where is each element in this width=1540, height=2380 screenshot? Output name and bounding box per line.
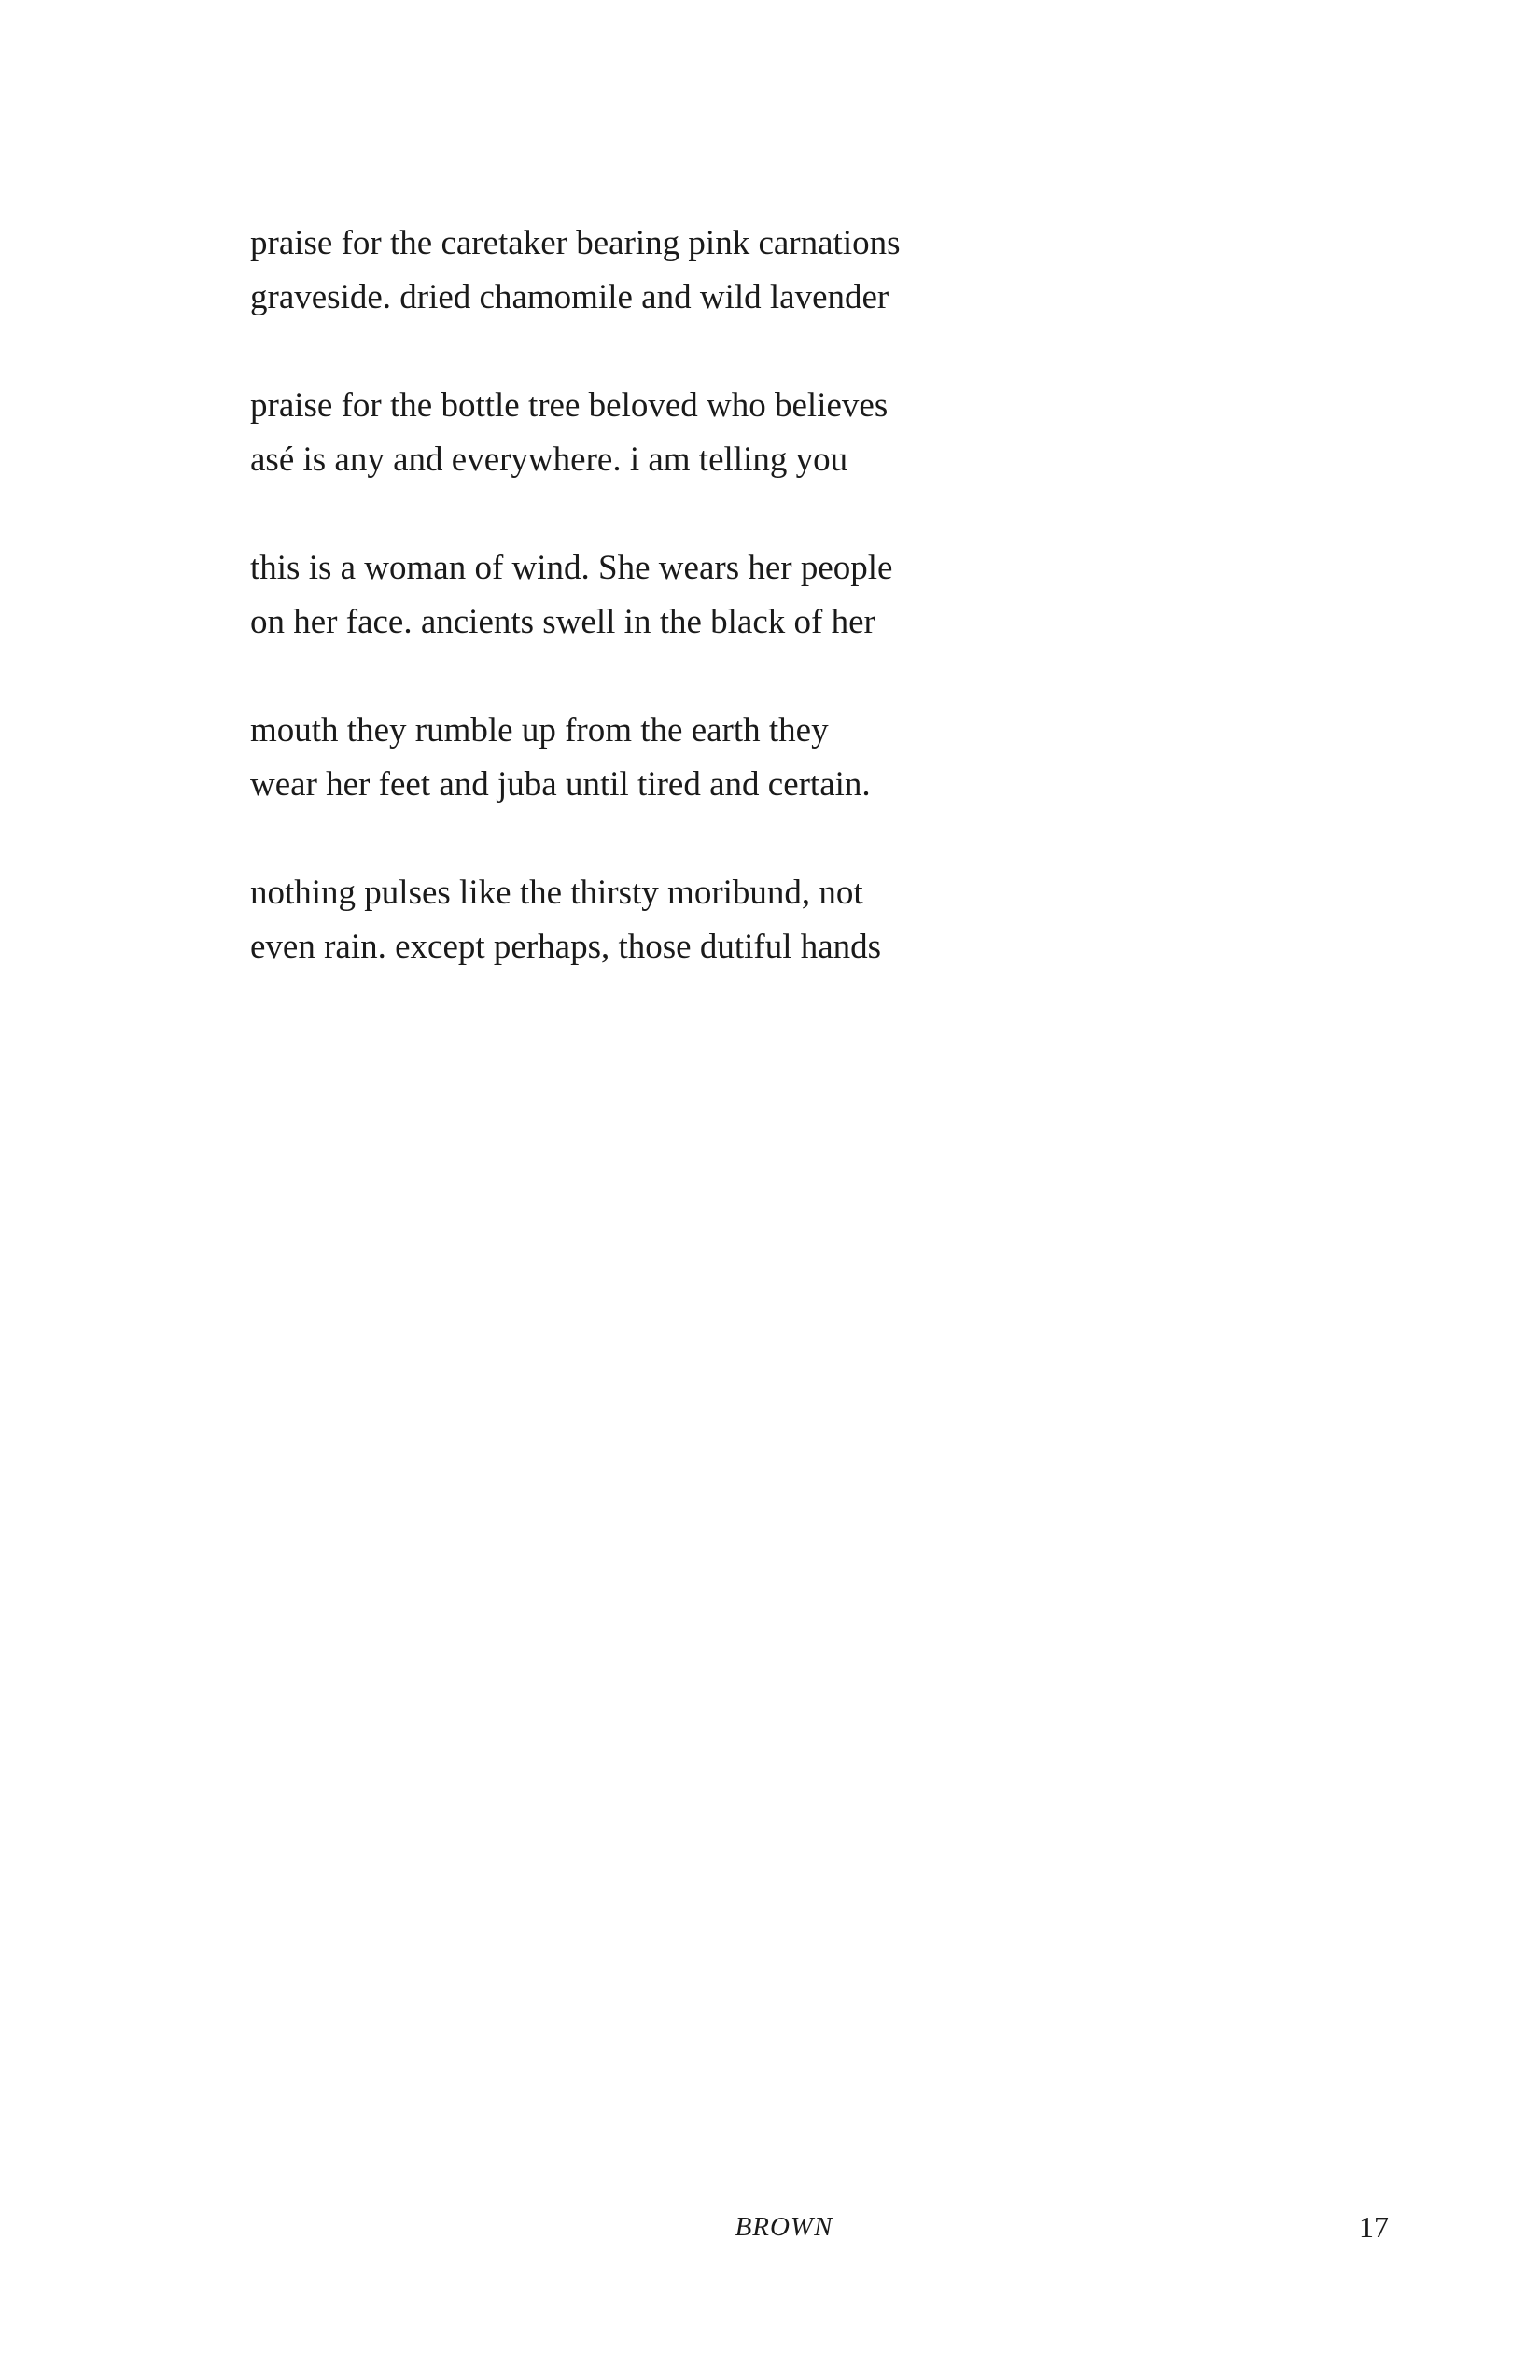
poem-line: praise for the caretaker bearing pink carnations [250,224,901,262]
poem-line: graveside. dried chamomile and wild lavender [250,278,889,316]
poem-line: on her face. ancients swell in the black of her [250,603,875,641]
poem-line: mouth they rumble up from the earth they [250,711,829,749]
running-title: BROWN [735,2212,833,2242]
poem-line: wear her feet and juba until tired and certain. [250,765,871,804]
poem-line: praise for the bottle tree beloved who believes [250,386,889,425]
stanza-2 [250,379,1277,487]
poem-line: nothing pulses like the thirsty moribund, not [250,874,863,912]
poem-line: this is a woman of wind. She wears her people [250,549,893,587]
stanza-5 [250,866,1277,974]
stanza-1 [250,217,1277,325]
poem-line: asé is any and everywhere. i am telling you [250,441,848,479]
stanza-4 [250,704,1277,812]
poem-line: even rain. except perhaps, those dutiful hands [250,928,882,966]
stanza-3 [250,541,1277,650]
page-number: 17 [1359,2210,1389,2244]
poem-body [250,217,1277,1029]
